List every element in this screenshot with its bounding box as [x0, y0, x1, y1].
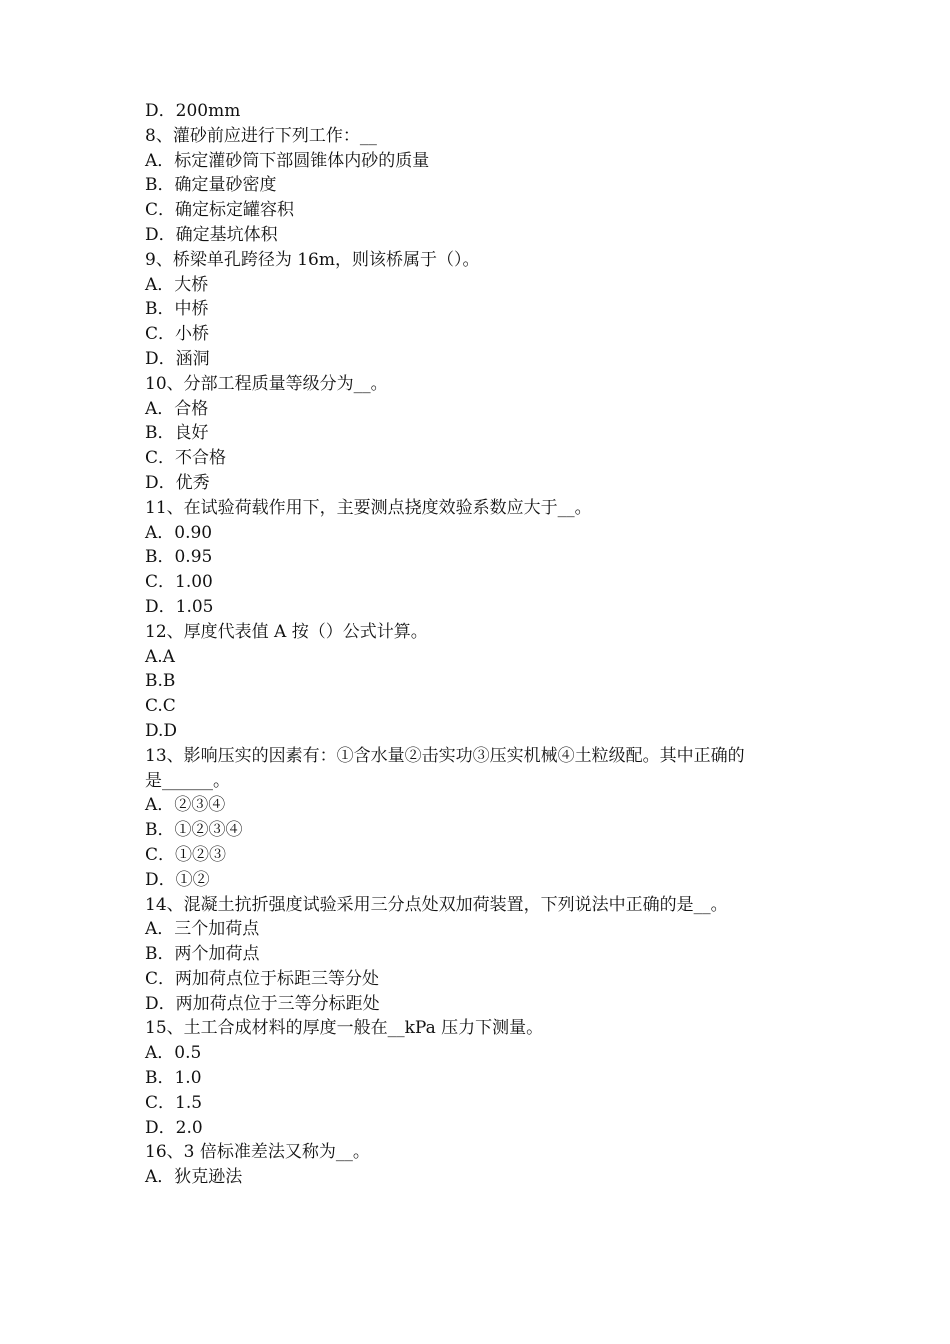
- option-line: A．0.5: [145, 1043, 202, 1064]
- option-line: C．①②③: [145, 844, 227, 865]
- option-line: D．2.0: [145, 1117, 203, 1138]
- option-line: A.A: [145, 646, 175, 667]
- option-line: B．良好: [145, 423, 209, 444]
- question-15: 15、土工合成材料的厚度一般在__kPa 压力下测量。: [145, 1018, 544, 1039]
- option-line: D．涵洞: [145, 348, 210, 369]
- option-line: D．①②: [145, 869, 210, 890]
- option-line: C．1.5: [145, 1092, 203, 1113]
- text-line: D．200mm: [145, 101, 241, 121]
- document-body: [145, 99, 825, 1190]
- question-12: 12、厚度代表值 A 按（）公式计算。: [145, 621, 428, 642]
- option-line: B．中桥: [145, 299, 209, 320]
- option-line: D．确定基坑体积: [145, 224, 278, 245]
- option-line: B．0.95: [145, 547, 213, 568]
- option-line: B.B: [145, 671, 176, 692]
- option-line: A．狄克逊法: [145, 1167, 243, 1188]
- option-line: D．1.05: [145, 596, 214, 617]
- option-line: C．小桥: [145, 324, 210, 345]
- option-line: C.C: [145, 696, 176, 717]
- option-line: C．确定标定罐容积: [145, 200, 295, 221]
- option-line: B．①②③④: [145, 820, 243, 841]
- question-10: 10、分部工程质量等级分为__。: [145, 373, 388, 394]
- question-13-continued: 是______。: [145, 770, 230, 791]
- option-line: D．两加荷点位于三等分标距处: [145, 993, 380, 1014]
- question-11: 11、在试验荷载作用下，主要测点挠度效验系数应大于__。: [145, 497, 592, 518]
- option-line: A．标定灌砂筒下部圆锥体内砂的质量: [145, 150, 430, 171]
- question-14: 14、混凝土抗折强度试验采用三分点处双加荷装置，下列说法中正确的是__。: [145, 894, 728, 915]
- option-line: C．不合格: [145, 448, 227, 469]
- option-line: D．优秀: [145, 472, 210, 493]
- question-8: 8、灌砂前应进行下列工作：__: [145, 125, 377, 146]
- option-line: B．两个加荷点: [145, 944, 260, 965]
- question-13: 13、影响压实的因素有：①含水量②击实功③压实机械④土粒级配。其中正确的: [145, 745, 745, 766]
- question-16: 16、3 倍标准差法又称为__。: [145, 1142, 370, 1163]
- option-line: B．1.0: [145, 1068, 202, 1089]
- option-line: A．三个加荷点: [145, 919, 260, 940]
- option-line: C．1.00: [145, 572, 213, 593]
- option-line: C．两加荷点位于标距三等分处: [145, 968, 380, 989]
- option-line: A．合格: [145, 398, 209, 419]
- option-line: B．确定量砂密度: [145, 175, 277, 196]
- question-9: 9、桥梁单孔跨径为 16m，则该桥属于（）。: [145, 249, 480, 270]
- option-line: A．②③④: [145, 795, 226, 816]
- option-line: A．0.90: [145, 522, 213, 543]
- option-line: A．大桥: [145, 274, 209, 295]
- option-line: D.D: [145, 720, 178, 741]
